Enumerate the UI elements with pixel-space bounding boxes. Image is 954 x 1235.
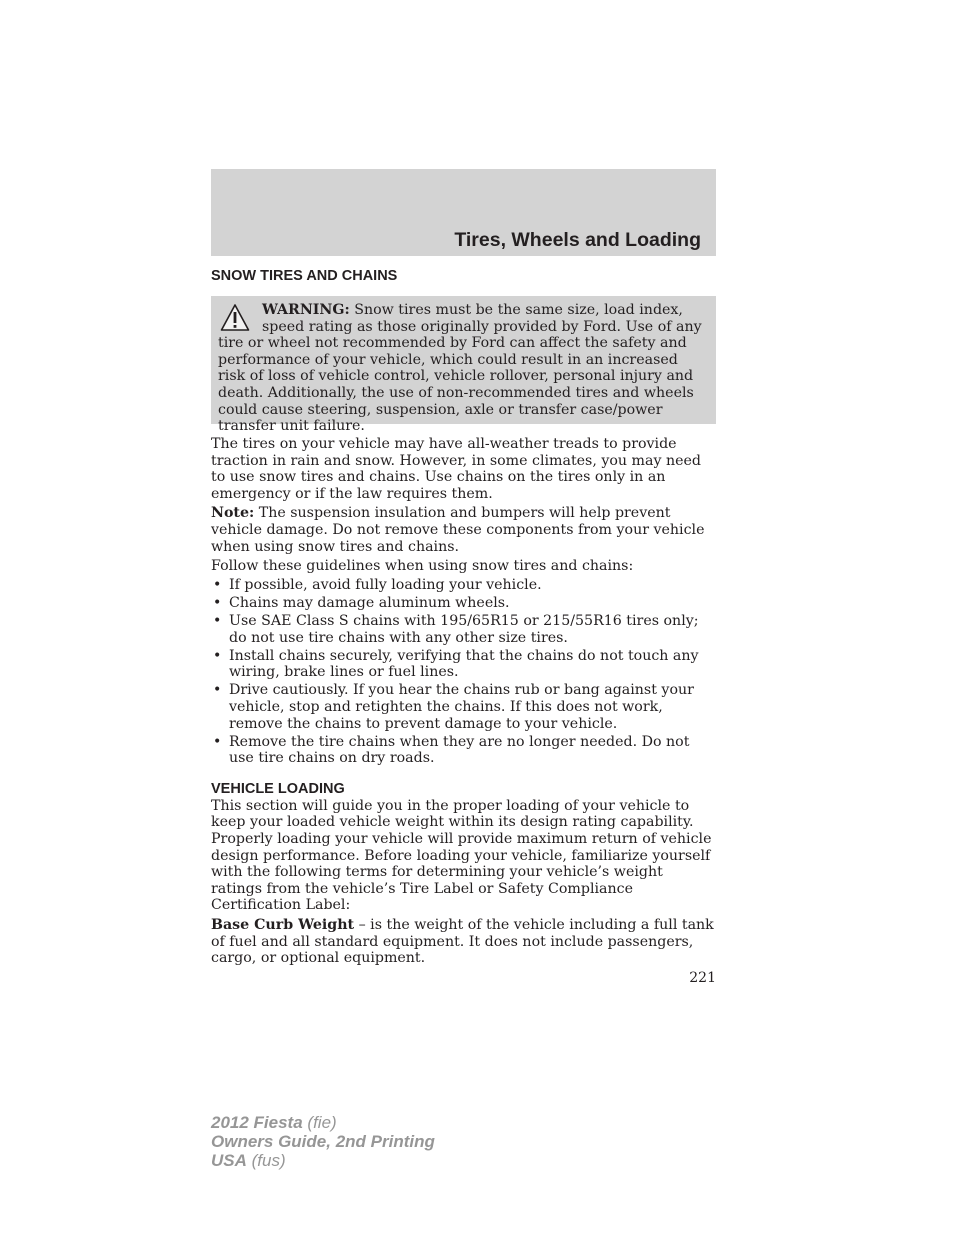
bullet-glyph: •: [213, 576, 222, 593]
footer-line-3: [211, 1151, 435, 1170]
warning-text: Snow tires must be the same size, load index, speed rating as those originally provided by Ford. Use of any tire or wheel not recommended by Ford can affect the safety and performance of your vehicle, which could result in an increased risk of loss of vehicle control, vehicle rollover, personal injury and death. Additionally, the use of non-recommended tires and wheels could cause steering, suspension, axle or transfer case/power transfer unit failure.: [218, 302, 702, 435]
note-paragraph: [211, 505, 716, 555]
guidelines-intro: Follow these guidelines when using snow tires and chains:: [211, 558, 634, 575]
list-item-text: Chains may damage aluminum wheels.: [229, 594, 510, 611]
document-footer: [211, 1113, 435, 1170]
footer-line-1: [211, 1113, 435, 1132]
list-item: [211, 577, 716, 594]
footer-model-code: (fie): [302, 1113, 337, 1132]
footer-model: 2012 Fiesta: [211, 1113, 303, 1132]
list-item-text: Install chains securely, verifying that the chains do not touch any wiring, brake lines or fuel lines.: [229, 647, 699, 681]
page-content: [211, 267, 716, 986]
heading-snow-tires: SNOW TIRES AND CHAINS: [211, 268, 398, 284]
bullet-glyph: •: [213, 733, 222, 750]
section-title: Tires, Wheels and Loading: [454, 229, 701, 251]
guidelines-list: [211, 577, 716, 767]
list-item: [211, 682, 716, 732]
base-curb-weight-paragraph: [211, 917, 716, 967]
list-item: [211, 648, 716, 681]
page-number: 221: [689, 969, 716, 986]
warning-triangle-icon: [220, 303, 250, 333]
bullet-glyph: •: [213, 647, 222, 664]
footer-market-code: (fus): [246, 1151, 286, 1170]
loading-intro: This section will guide you in the proper loading of your vehicle to keep your loaded vehicle weight within its design rating capability. Properly loading your vehicle will provide maximum return of vehicle design performance. Before loading your vehicle, familiarize yourself with the following terms for determining your vehicle’s weight ratings from the vehicle’s Tire Label or Safety Compliance Certification Label:: [211, 797, 712, 914]
list-item-text: Drive cautiously. If you hear the chains rub or bang against your vehicle, stop and retighten the chains. If this does not work, remove the chains to prevent damage to your vehicle.: [229, 682, 694, 732]
footer-line-2: Owners Guide, 2nd Printing: [211, 1132, 435, 1151]
bullet-glyph: •: [213, 682, 222, 699]
footer-market: USA: [211, 1151, 247, 1170]
section-header: [211, 169, 716, 256]
term-base-curb-weight: Base Curb Weight: [211, 916, 355, 933]
list-item-text: Use SAE Class S chains with 195/65R15 or 215/55R16 tires only; do not use tire chains with any other size tires.: [229, 612, 699, 646]
list-item-text: Remove the tire chains when they are no longer needed. Do not use tire chains on dry roads.: [229, 733, 690, 767]
bullet-glyph: •: [213, 594, 222, 611]
snow-intro: The tires on your vehicle may have all-weather treads to provide traction in rain and snow. However, in some climates, you may need to use snow tires and chains. Use chains on the tires only in an emergency or if the law requires them.: [211, 436, 702, 502]
heading-vehicle-loading: VEHICLE LOADING: [211, 780, 345, 797]
list-item: [211, 734, 716, 767]
list-item: [211, 613, 716, 646]
list-item-text: If possible, avoid fully loading your vehicle.: [229, 576, 542, 593]
warning-label: WARNING:: [262, 302, 350, 318]
warning-box: [211, 296, 716, 435]
term-definition: – is the weight of the vehicle including a full tank of fuel and all standard equipment. It does not include passengers, cargo, or optional equipment.: [211, 916, 714, 967]
note-label: Note:: [211, 505, 255, 522]
bullet-glyph: •: [213, 612, 222, 629]
list-item: [211, 595, 716, 612]
note-text: The suspension insulation and bumpers will help prevent vehicle damage. Do not remove these components from your vehicle when using snow tires and chains.: [211, 505, 705, 555]
